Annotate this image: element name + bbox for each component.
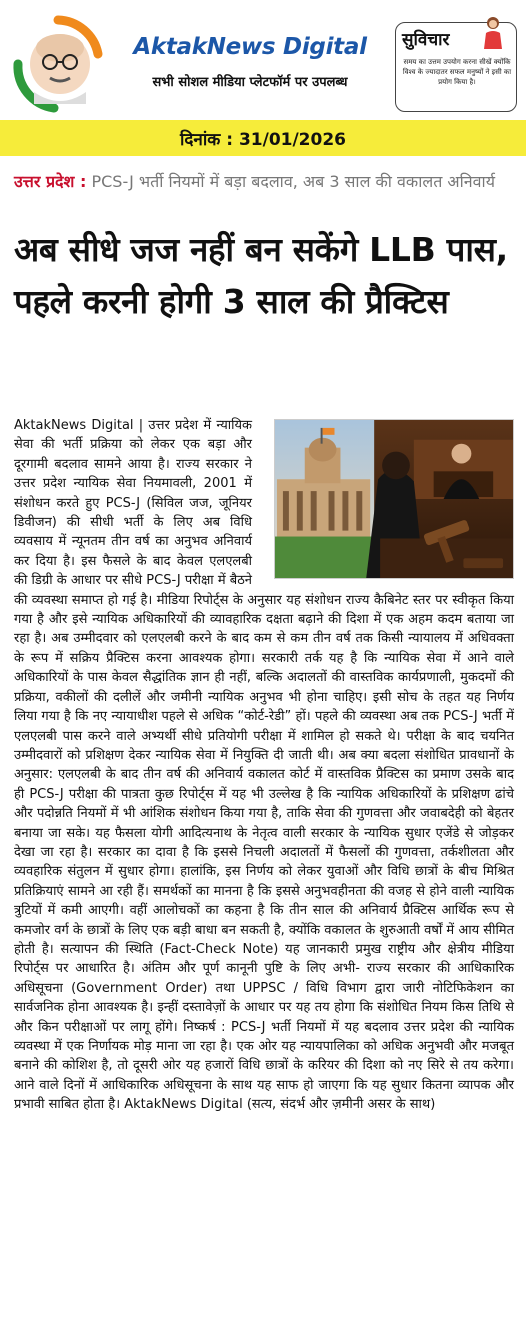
headline: अब सीधे जज नहीं बन सकेंगे LLB पास, पहले करनी होगी 3 साल की प्रैक्टिस (14, 230, 508, 321)
brand-subtitle: सभी सोशल मीडिया प्लेटफॉर्म पर उपलब्ध (152, 75, 348, 90)
subheadline-state: उत्तर प्रदेश : (14, 172, 87, 191)
date-line (0, 127, 526, 150)
thought-box (395, 22, 517, 112)
masthead (0, 0, 526, 120)
date-value: 31/01/2026 (238, 130, 346, 150)
article-body (14, 416, 514, 1115)
person-figure-icon (480, 15, 506, 49)
image-spacer (252, 416, 514, 579)
thought-title: सुविचार (402, 30, 450, 50)
gandhi-portrait-icon (10, 14, 106, 114)
article-text: AktakNews Digital | उत्तर प्रदेश में न्यायिक सेवा की भर्ती प्रक्रिया को लेकर एक बड़ा और दूरगामी बदलाव सामने आया है। राज्य सरकार ने उत्तर प्रदेश न्यायिक सेवा नियमावली, 2001 में संशोधन करते हुए PCS-J (सिविल जज, जूनियर डिवीजन) की सीधी भर्ती के लिए अब विधि व्यवसाय में न्यूनतम तीन वर्ष का अनुभव अनिवार्य कर दिया है। इस फैसले के बाद केवल एलएलबी की डिग्री के आधार पर सीधे PCS-J परीक्षा में बैठने की व्यवस्था समाप्त हो गई है। मीडिया रिपोर्ट्स के अनुसार यह संशोधन राज्य कैबिनेट स्तर पर स्वीकृत किया गया है और इसे न्यायिक अधिकारियों की व्यावहारिक दक्षता बढ़ाने की दिशा में एक अहम कदम बताया जा रहा है। अब उम्मीदवार को एलएलबी करने के बाद कम से कम तीन वर्ष तक किसी न्यायालय में अधिवक्ता के रूप में सक्रिय प्रैक्टिस करना आवश्यक होगा। सरकारी तर्क यह है कि न्यायिक सेवा में आने वाले अधिकारियों के पास केवल सैद्धांतिक ज्ञान ही नहीं, बल्कि अदालतों की वास्तविक कार्यप्रणाली, मुकदमों की प्रक्रिया, वकीलों की दलीलें और जमीनी न्यायिक अनुभव भी होना चाहिए। इसी सोच के तहत यह निर्णय लिया गया है कि नए न्यायाधीश पहले से अधिक “कोर्ट-रेडी” हों। पहले की व्यवस्था अब तक PCS-J भर्ती में एलएलबी पास करने वाले अभ्यर्थी सीधे प्रतियोगी परीक्षा में शामिल हो सकते थे। परीक्षा के बाद चयनित उम्मीदवारों को प्रशिक्षण देकर न्यायिक सेवा में नियुक्ति दी जाती थी। अब क्या बदला संशोधित प्रावधानों के अनुसार: एलएलबी के बाद तीन वर्ष की अनिवार्य वकालत कोर्ट में वास्तविक प्रैक्टिस का प्रमाण उसके बाद ही PCS-J परीक्षा की पात्रता कुछ रिपोर्ट्स में यह भी उल्लेख है कि न्यायिक अधिकारियों के प्रशिक्षण ढांचे और पदोन्नति नियमों में भी आंशिक संशोधन किया गया है, ताकि सेवा की गुणवत्ता और जवाबदेही को बेहतर बनाया जा सके। यह फैसला योगी आदित्यनाथ के नेतृत्व वाली सरकार के न्यायिक सुधार एजेंडे से जोड़कर देखा जा रहा है। सरकार का दावा है कि इससे निचली अदालतों में फैसलों की गुणवत्ता, तर्कशीलता और व्यवहारिक संतुलन में सुधार होगा। हालांकि, इस निर्णय को लेकर युवाओं और विधि छात्रों के बीच मिश्रित प्रतिक्रियाएं सामने आ रही हैं। समर्थकों का मानना है कि इससे अनुभवहीनता की वजह से होने वाली न्यायिक त्रुटियों में कमी आएगी। वहीं आलोचकों का कहना है कि तीन साल की अनिवार्य प्रैक्टिस आर्थिक रूप से कमजोर वर्ग के छात्रों के लिए एक बड़ी बाधा बन सकती है, क्योंकि वकालत के शुरुआती वर्षों में आय सीमित होती है। सत्यापन की स्थिति (Fact-Check Note) यह जानकारी प्रमुख राष्ट्रीय और क्षेत्रीय मीडिया रिपोर्ट्स पर आधारित है। अंतिम और पूर्ण कानूनी पुष्टि के लिए अभी- राज्य सरकार की आधिकारिक अधिसूचना (Government Order) तथा UPPSC / विधि विभाग द्वारा जारी नोटिफिकेशन का सार्वजनिक होना आवश्यक है। इन्हीं दस्तावेज़ों के आधार पर यह तय होगा कि संशोधित नियम किस तिथि से और किन परीक्षाओं पर लागू होंगे। निष्कर्ष : PCS-J भर्ती नियमों में यह बदलाव उत्तर प्रदेश की न्यायिक व्यवस्था में एक निर्णायक मोड़ माना जा रहा है। एक ओर यह न्यायपालिका को अधिक अनुभवी और मजबूत बनाने की कोशिश है, तो दूसरी ओर यह हजारों विधि छात्रों के करियर की दिशा को नए सिरे से तय करेगा। आने वाले दिनों में आधिकारिक अधिसूचना के साथ यह साफ हो जाएगा कि यह सुधार कितना व्यापक और प्रभावी साबित होता है। AktakNews Digital (सत्य, संदर्भ और ज़मीनी असर के साथ) (14, 418, 514, 1113)
subheadline (14, 170, 514, 194)
thought-text: समय का उत्तम उपयोग करना सीखें क्योंकि विश्व के ज्यादातर सफल मनुष्यों ने इसी का प्रयोग किया है। (402, 58, 512, 86)
brand-title: AktakNews Digital (133, 34, 367, 60)
subheadline-text: PCS-J भर्ती नियमों में बड़ा बदलाव, अब 3 साल की वकालत अनिवार्य (86, 172, 495, 191)
date-label: दिनांक : (179, 130, 239, 150)
